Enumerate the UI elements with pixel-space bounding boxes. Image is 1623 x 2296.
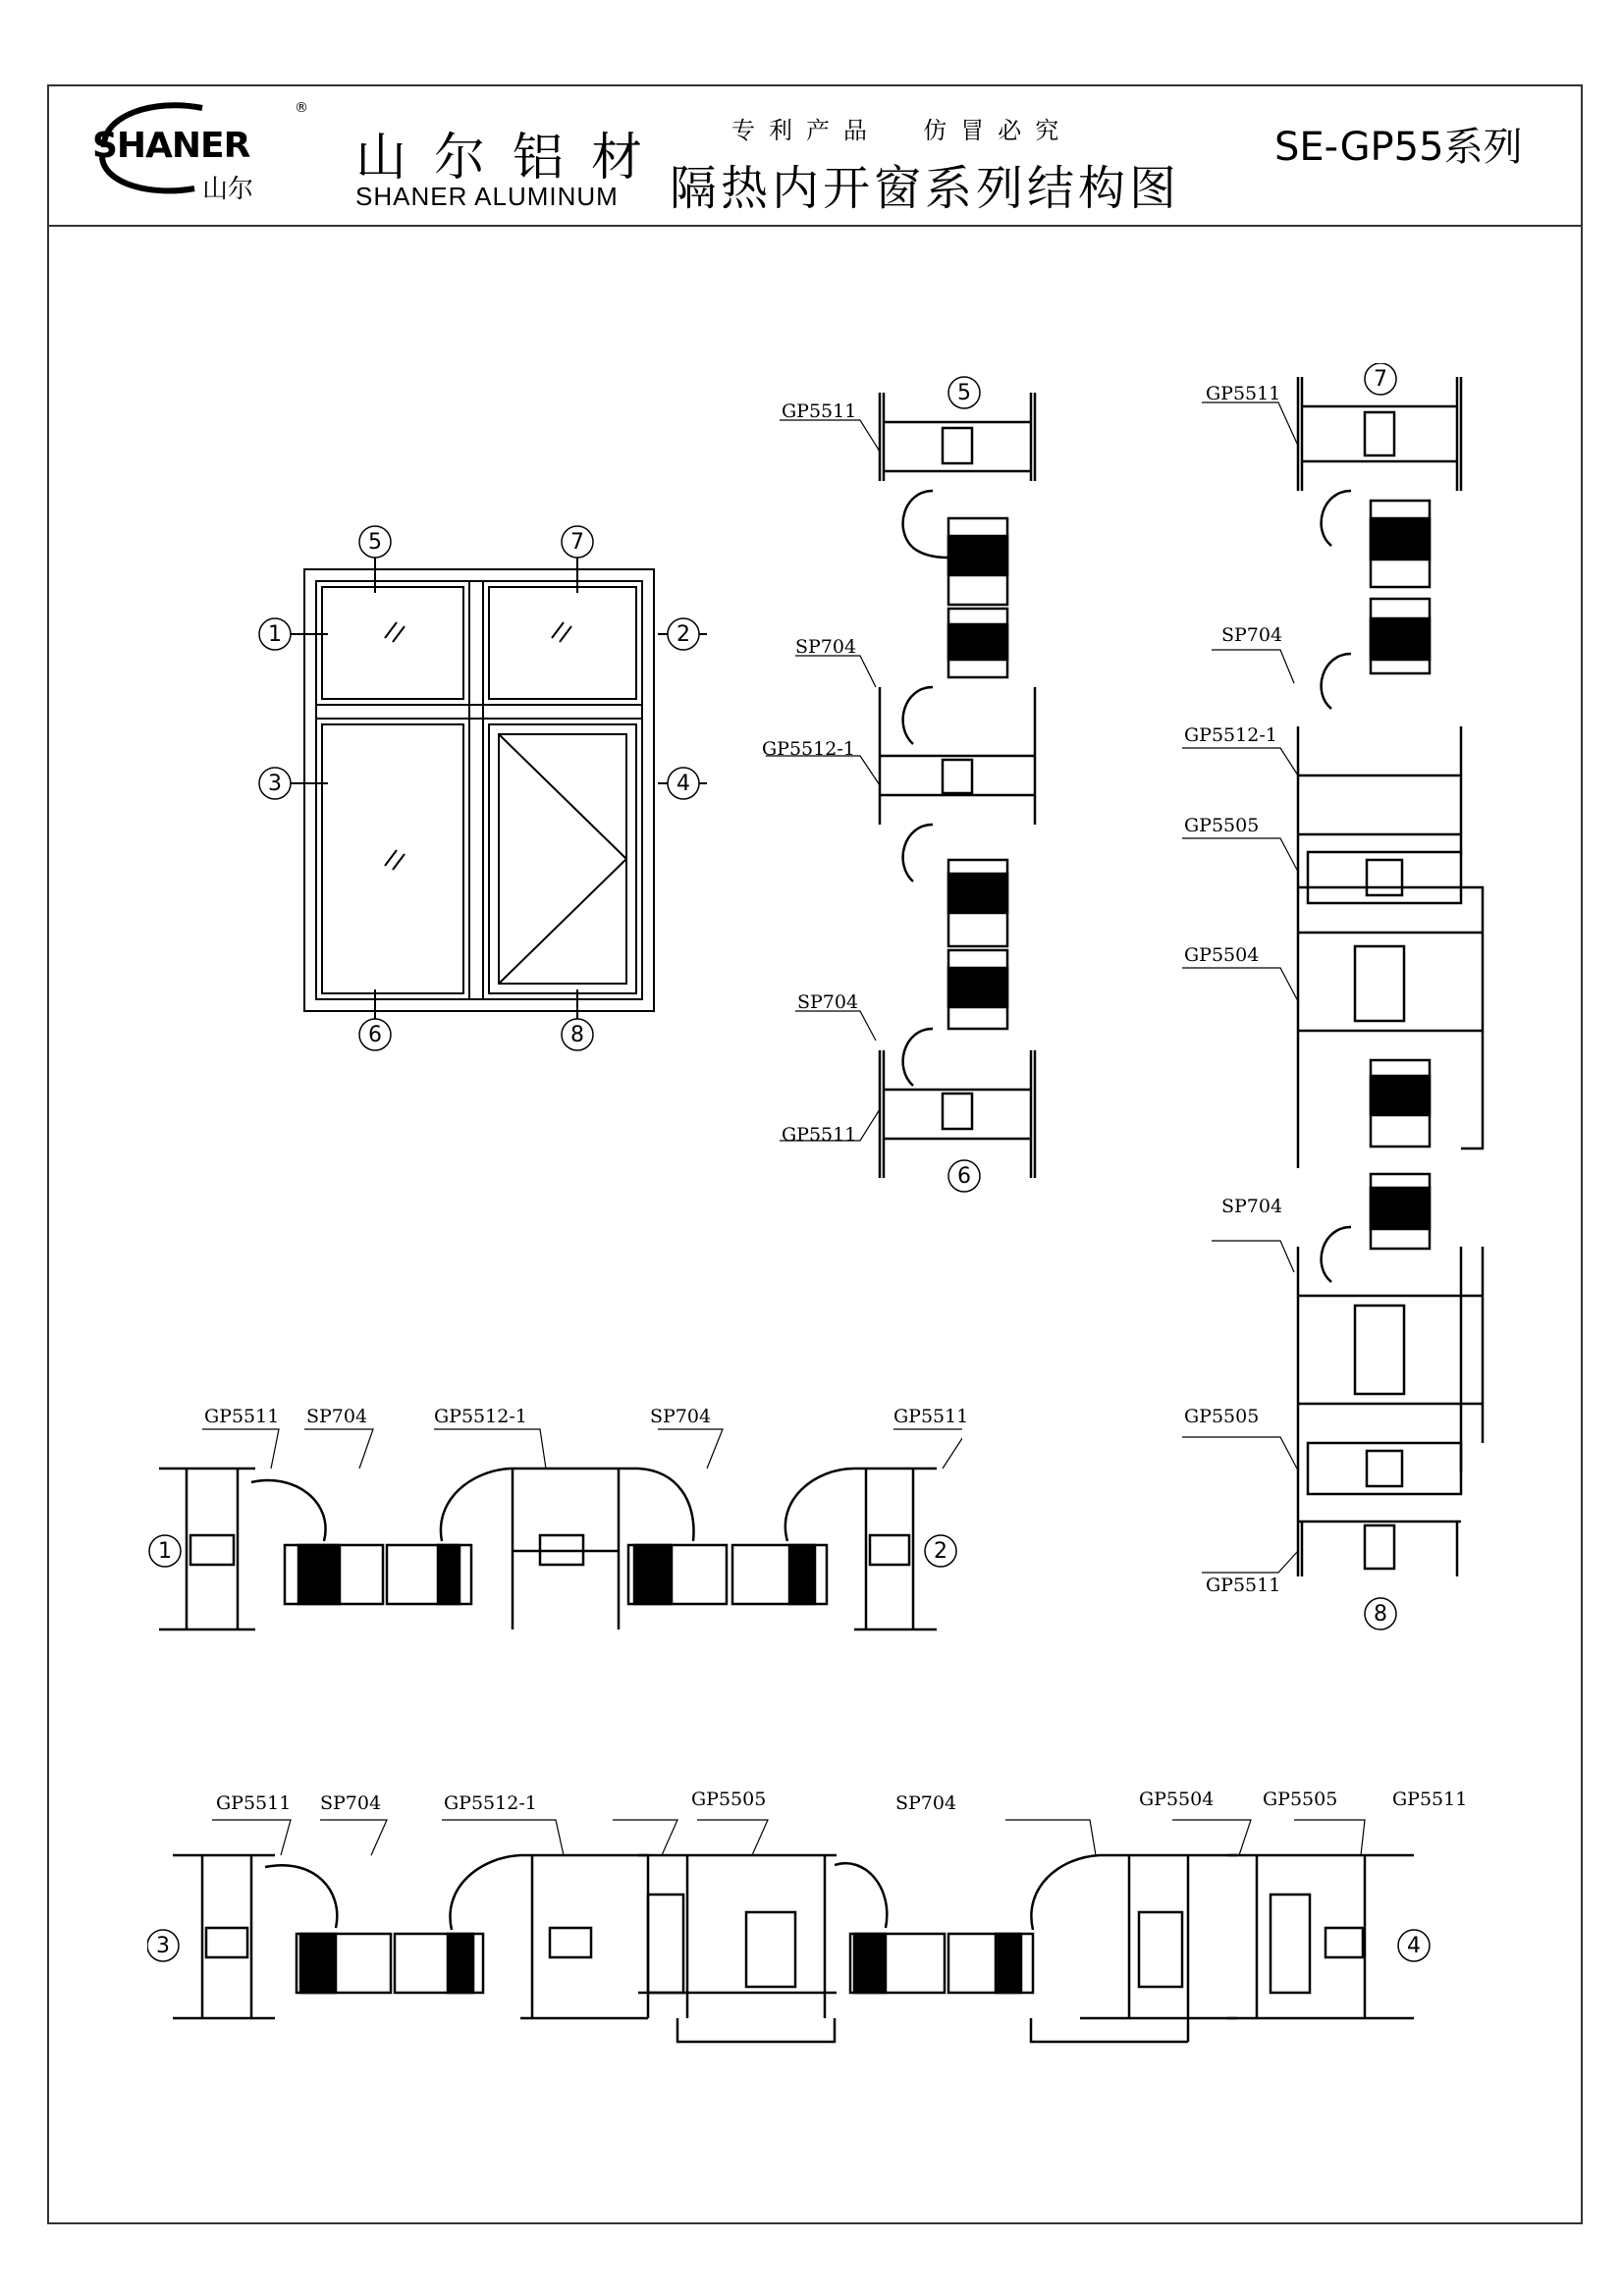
marker-6: 6 [368, 1023, 382, 1047]
marker-4: 4 [676, 772, 690, 796]
label-gp5511-c: GP5511 [1206, 383, 1281, 404]
label-gp5511-b: GP5511 [782, 1124, 857, 1146]
label-gp5512-1-c: GP5512-1 [434, 1406, 527, 1427]
marker-3-section: 3 [156, 1934, 170, 1958]
label-gp5512-1-a: GP5512-1 [762, 738, 855, 760]
vertical-section-right [1178, 363, 1512, 1639]
brand-name-cn: 山尔铝材 [355, 129, 671, 187]
label-sp704-h: SP704 [895, 1792, 957, 1814]
marker-8: 8 [570, 1023, 584, 1047]
marker-6-section: 6 [957, 1164, 971, 1189]
label-gp5511-h: GP5511 [1392, 1789, 1468, 1810]
label-sp704-g: SP704 [320, 1792, 382, 1814]
marker-4-section: 4 [1407, 1934, 1421, 1958]
brand-name-en: SHANER ALUMINUM [355, 182, 619, 211]
label-gp5512-1-b: GP5512-1 [1184, 724, 1277, 746]
logo-registered-mark: ® [295, 100, 308, 116]
label-gp5505-d: GP5505 [1263, 1789, 1338, 1810]
horizontal-section-lower [147, 1796, 1443, 2061]
label-gp5505-c: GP5505 [691, 1789, 767, 1810]
label-gp5505-b: GP5505 [1184, 1406, 1260, 1427]
marker-2: 2 [676, 622, 690, 647]
label-sp704-d: SP704 [1221, 1196, 1283, 1217]
label-gp5512-1-d: GP5512-1 [444, 1792, 537, 1814]
drawing-title: 隔热内开窗系列结构图 [670, 161, 1181, 216]
label-sp704-f: SP704 [650, 1406, 712, 1427]
marker-7-section: 7 [1374, 367, 1387, 392]
marker-7: 7 [570, 530, 584, 555]
logo-chinese: 山尔 [202, 175, 254, 204]
label-gp5511-g: GP5511 [216, 1792, 292, 1814]
marker-1-section: 1 [158, 1539, 172, 1564]
vertical-section-left [766, 363, 1080, 1207]
series-code: SE-GP55系列 [1274, 125, 1523, 170]
marker-1: 1 [268, 622, 282, 647]
label-gp5511-e: GP5511 [204, 1406, 280, 1427]
label-gp5504-a: GP5504 [1184, 944, 1260, 966]
logo-wordmark: SHANER [92, 126, 250, 166]
label-gp5511-a: GP5511 [782, 400, 857, 422]
label-gp5504-b: GP5504 [1139, 1789, 1215, 1810]
label-gp5511-f: GP5511 [893, 1406, 969, 1427]
marker-5: 5 [368, 530, 382, 555]
horizontal-section-upper [147, 1414, 962, 1649]
marker-8-section: 8 [1374, 1602, 1387, 1627]
label-sp704-e: SP704 [306, 1406, 368, 1427]
label-gp5511-d: GP5511 [1206, 1575, 1281, 1596]
label-sp704-b: SP704 [797, 991, 859, 1013]
label-sp704-a: SP704 [795, 636, 857, 658]
label-gp5505-a: GP5505 [1184, 815, 1260, 836]
marker-5-section: 5 [957, 381, 971, 405]
marker-3: 3 [268, 772, 282, 796]
marker-2-section: 2 [934, 1539, 947, 1564]
label-sp704-c: SP704 [1221, 624, 1283, 646]
patent-notice: 专利产品 仿冒必究 [731, 117, 1073, 144]
